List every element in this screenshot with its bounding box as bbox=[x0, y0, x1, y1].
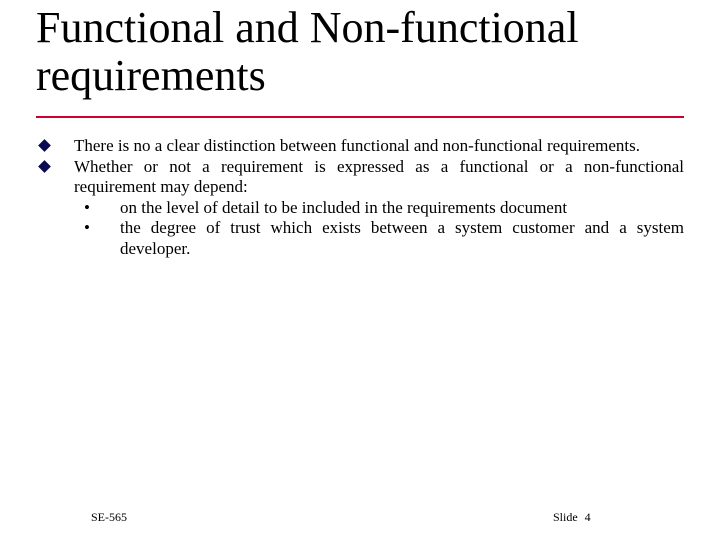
sub-bullet-text: the degree of trust which exists between a system customer and a system developer. bbox=[120, 218, 684, 258]
bullet-text: Whether or not a requirement is expressed as a functional or a non-functional requirement may depend: bbox=[74, 156, 684, 196]
sub-bullet-text: on the level of detail to be included in the requirements document bbox=[120, 197, 568, 217]
bullet-item bbox=[36, 157, 684, 198]
footer-slide-number: Slide 4 bbox=[553, 510, 591, 524]
title-divider bbox=[36, 116, 684, 118]
bullet-text: There is no a clear distinction between functional and non-functional requirements. bbox=[74, 136, 640, 155]
footer-course-code: SE-565 bbox=[91, 510, 127, 524]
diamond-bullet-icon bbox=[38, 160, 51, 173]
slide-title: Functional and Non-functional requirements bbox=[36, 3, 579, 100]
sub-bullet-item bbox=[36, 218, 684, 259]
sub-bullet-item bbox=[36, 198, 684, 219]
dot-bullet-icon: • bbox=[84, 197, 90, 217]
bullet-list bbox=[36, 136, 684, 259]
diamond-bullet-icon bbox=[38, 139, 51, 152]
dot-bullet-icon: • bbox=[84, 218, 90, 237]
bullet-item bbox=[36, 136, 684, 157]
